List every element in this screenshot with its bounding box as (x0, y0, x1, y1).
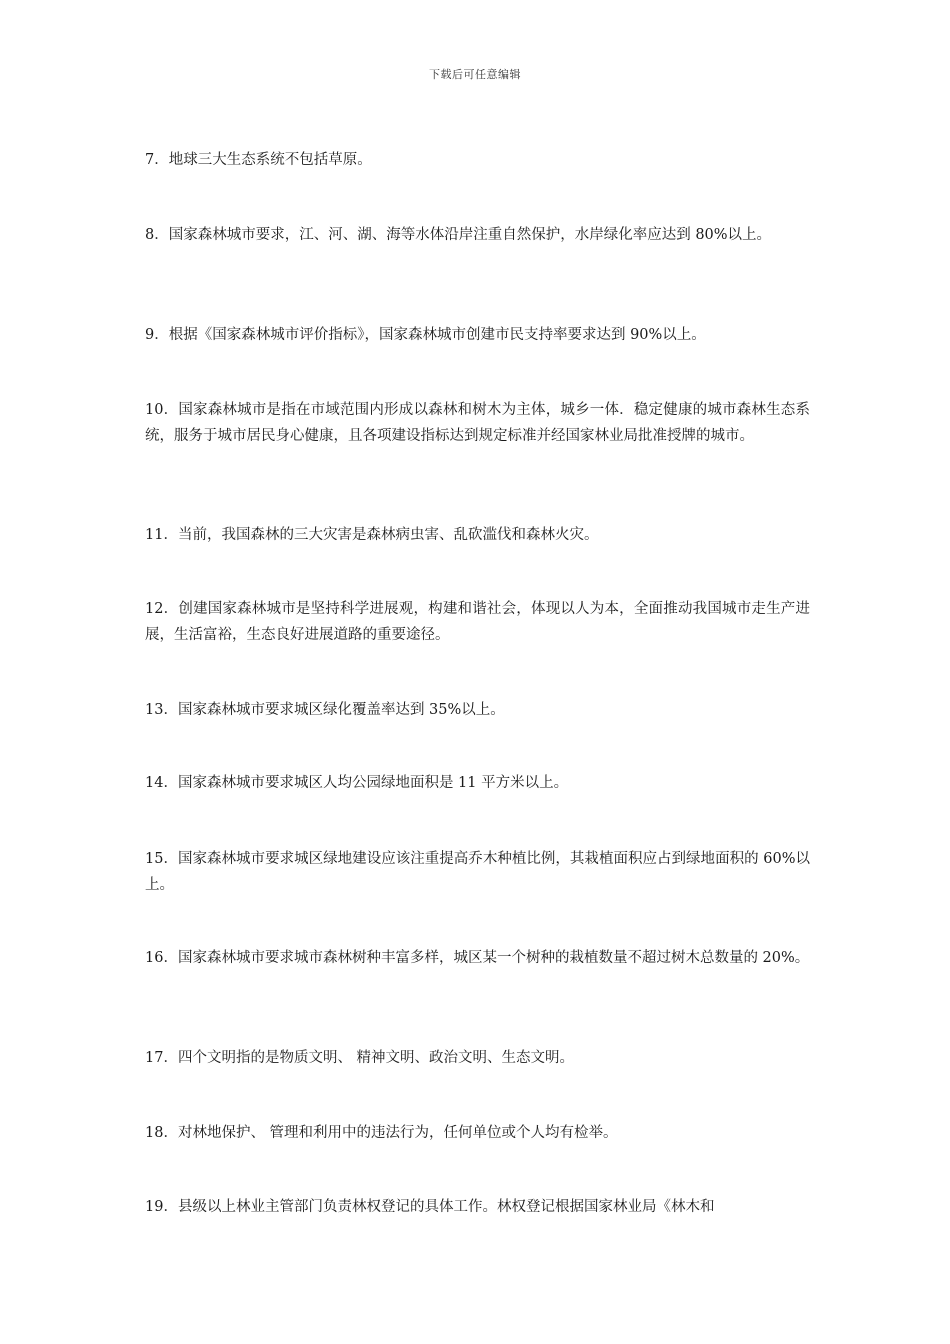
list-item: 19．县级以上林业主管部门负责林权登记的具体工作。林权登记根据国家林业局《林木和 (145, 1199, 715, 1215)
list-item: 10．国家森林城市是指在市域范围内形成以森林和树木为主体，城乡一体．稳定健康的城市森林生态系统，服务于城市居民身心健康，且各项建设指标达到规定标准并经国家林业局批准授牌的城市。 (145, 402, 810, 444)
list-item: 13．国家森林城市要求城区绿化覆盖率达到 35%以上。 (145, 702, 505, 718)
list-item: 9．根据《国家森林城市评价指标》，国家森林城市创建市民支持率要求达到 90%以上。 (145, 327, 706, 343)
list-item: 16．国家森林城市要求城市森林树种丰富多样，城区某一个树种的栽植数量不超过树木总数量的 20%。 (145, 950, 810, 966)
list-item: 8．国家森林城市要求，江、河、湖、海等水体沿岸注重自然保护，水岸绿化率应达到 80%以上。 (145, 227, 772, 243)
list-item: 11．当前，我国森林的三大灾害是森林病虫害、乱砍滥伐和森林火灾。 (145, 527, 599, 543)
page-header: 下载后可任意编辑 (429, 68, 521, 81)
list-item: 12．创建国家森林城市是坚持科学进展观，构建和谐社会，体现以人为本，全面推动我国城市走生产进展，生活富裕，生态良好进展道路的重要途径。 (145, 601, 810, 643)
list-item: 14．国家森林城市要求城区人均公园绿地面积是 11 平方米以上。 (145, 775, 569, 791)
list-item: 15．国家森林城市要求城区绿地建设应该注重提高乔木种植比例，其栽植面积应占到绿地面积的 60%以上。 (145, 851, 810, 893)
list-item: 18．对林地保护、 管理和利用中的违法行为，任何单位或个人均有检举。 (145, 1125, 618, 1141)
list-item: 17．四个文明指的是物质文明、 精神文明、政治文明、生态文明。 (145, 1050, 575, 1066)
list-item: 7．地球三大生态系统不包括草原。 (145, 152, 372, 168)
